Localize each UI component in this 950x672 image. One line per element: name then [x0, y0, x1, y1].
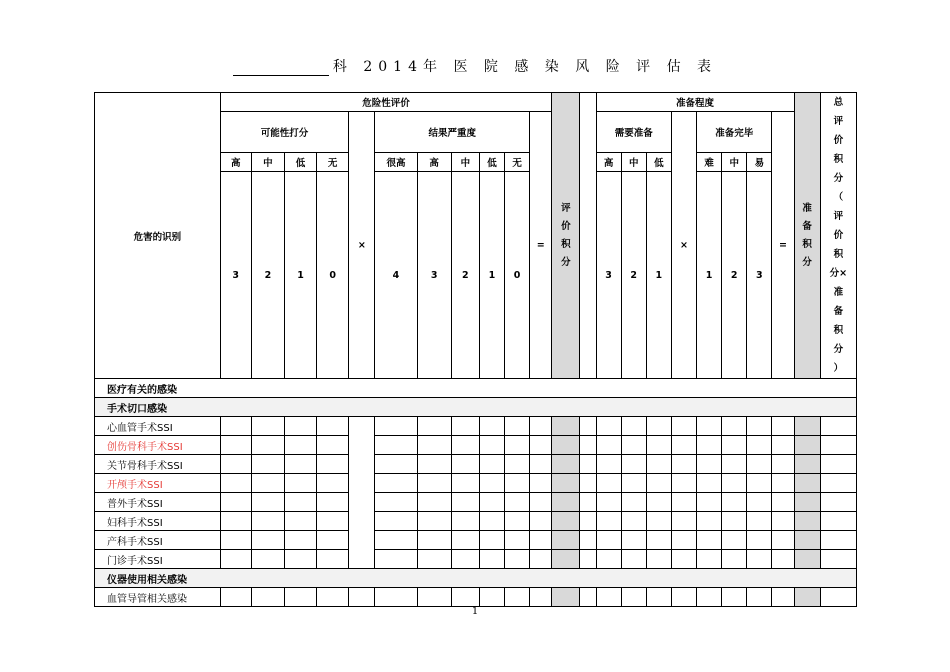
total-cell[interactable] — [820, 493, 856, 512]
eval-score-cell[interactable] — [552, 436, 580, 455]
likelihood-value: 1 — [284, 172, 316, 379]
page-number: 1 — [471, 606, 479, 617]
title-text: 科 2014年 医 院 感 染 风 险 评 估 表 — [332, 59, 718, 75]
cell[interactable] — [284, 550, 316, 569]
cell[interactable] — [697, 436, 722, 455]
row-label: 创伤骨科手术SSI — [95, 436, 221, 455]
need-prep-header: 需要准备 — [596, 112, 671, 153]
cell[interactable] — [621, 455, 646, 474]
cell[interactable] — [284, 455, 316, 474]
eval-score-cell[interactable] — [552, 417, 580, 436]
cell[interactable] — [530, 493, 552, 512]
cell[interactable] — [505, 417, 530, 436]
done-level: 易 — [747, 153, 772, 172]
cell[interactable] — [671, 474, 696, 493]
total-cell[interactable] — [820, 455, 856, 474]
cell[interactable] — [284, 588, 316, 607]
likelihood-level: 无 — [317, 153, 349, 172]
cell[interactable] — [317, 550, 349, 569]
eval-score-cell[interactable] — [552, 512, 580, 531]
cell[interactable] — [621, 493, 646, 512]
cell[interactable] — [505, 588, 530, 607]
cell[interactable] — [505, 455, 530, 474]
row-label: 妇科手术SSI — [95, 512, 221, 531]
done-value: 2 — [722, 172, 747, 379]
need-level: 中 — [621, 153, 646, 172]
cell[interactable] — [505, 512, 530, 531]
cell[interactable] — [284, 474, 316, 493]
cell[interactable] — [697, 512, 722, 531]
cell[interactable] — [375, 531, 417, 550]
cell[interactable] — [251, 417, 284, 436]
cell[interactable] — [772, 417, 794, 436]
cell[interactable] — [505, 474, 530, 493]
prep-score-cell[interactable] — [794, 550, 820, 569]
cell[interactable] — [596, 550, 621, 569]
likelihood-level: 低 — [284, 153, 316, 172]
cell[interactable] — [530, 512, 552, 531]
table-row — [95, 588, 857, 607]
cell[interactable] — [596, 588, 621, 607]
likelihood-value: 3 — [220, 172, 251, 379]
cell[interactable] — [251, 436, 284, 455]
row-label: 血管导管相关感染 — [95, 588, 221, 607]
cell[interactable] — [251, 550, 284, 569]
likelihood-value: 0 — [317, 172, 349, 379]
cell[interactable] — [417, 550, 451, 569]
cell[interactable] — [479, 436, 504, 455]
cell[interactable] — [671, 417, 696, 436]
severity-level: 低 — [479, 153, 504, 172]
cell[interactable] — [747, 474, 772, 493]
cell[interactable] — [772, 588, 794, 607]
cell[interactable] — [375, 455, 417, 474]
severity-value: 0 — [505, 172, 530, 379]
times-spacer — [349, 588, 375, 607]
cell[interactable] — [697, 474, 722, 493]
cell[interactable] — [580, 588, 596, 607]
cell[interactable] — [722, 512, 747, 531]
cell[interactable] — [451, 588, 479, 607]
cell[interactable] — [530, 531, 552, 550]
cell[interactable] — [479, 493, 504, 512]
cell[interactable] — [251, 474, 284, 493]
prep-level-header: 准备程度 — [596, 93, 794, 112]
cell[interactable] — [220, 474, 251, 493]
cell[interactable] — [417, 512, 451, 531]
cell[interactable] — [451, 493, 479, 512]
cell[interactable] — [530, 474, 552, 493]
likelihood-level: 高 — [220, 153, 251, 172]
severity-header: 结果严重度 — [375, 112, 530, 153]
severity-level: 高 — [417, 153, 451, 172]
cell[interactable] — [417, 493, 451, 512]
cell[interactable] — [747, 455, 772, 474]
cell[interactable] — [479, 417, 504, 436]
cell[interactable] — [451, 531, 479, 550]
need-level: 低 — [646, 153, 671, 172]
cell[interactable] — [646, 550, 671, 569]
times-sign-prep: × — [671, 112, 696, 379]
cell[interactable] — [621, 588, 646, 607]
cell[interactable] — [722, 588, 747, 607]
risk-assessment-table — [94, 92, 857, 607]
likelihood-header: 可能性打分 — [220, 112, 349, 153]
cell[interactable] — [220, 588, 251, 607]
cell[interactable] — [580, 550, 596, 569]
cell[interactable] — [317, 455, 349, 474]
cell[interactable] — [646, 588, 671, 607]
page-title — [0, 56, 950, 76]
table-row — [95, 436, 857, 455]
severity-value: 2 — [451, 172, 479, 379]
cell[interactable] — [646, 531, 671, 550]
eval-score-cell[interactable] — [552, 493, 580, 512]
cell[interactable] — [722, 531, 747, 550]
cell[interactable] — [621, 417, 646, 436]
cell[interactable] — [697, 550, 722, 569]
cell[interactable] — [671, 512, 696, 531]
cell[interactable] — [251, 455, 284, 474]
cell[interactable] — [220, 531, 251, 550]
cell[interactable] — [251, 588, 284, 607]
times-sign: × — [349, 112, 375, 379]
cell[interactable] — [284, 531, 316, 550]
cell[interactable] — [671, 455, 696, 474]
row-label: 开颅手术SSI — [95, 474, 221, 493]
eval-score-cell[interactable] — [552, 455, 580, 474]
cell[interactable] — [697, 455, 722, 474]
cell[interactable] — [220, 493, 251, 512]
cell[interactable] — [671, 493, 696, 512]
cell[interactable] — [284, 493, 316, 512]
cell[interactable] — [722, 436, 747, 455]
total-score-header: 总 评 价 积 分 （ 评 价 积 分× 准 备 积 分 ） — [820, 93, 856, 379]
table-row — [95, 531, 857, 550]
cell[interactable] — [671, 550, 696, 569]
cell[interactable] — [722, 550, 747, 569]
cell[interactable] — [722, 455, 747, 474]
hazard-id-header: 危害的识别 — [95, 93, 221, 379]
severity-value: 1 — [479, 172, 504, 379]
cell[interactable] — [375, 512, 417, 531]
cell[interactable] — [417, 474, 451, 493]
cell[interactable] — [220, 455, 251, 474]
table-row — [95, 455, 857, 474]
cell[interactable] — [772, 531, 794, 550]
cell[interactable] — [580, 474, 596, 493]
cell[interactable] — [451, 474, 479, 493]
need-value: 1 — [646, 172, 671, 379]
cell[interactable] — [646, 493, 671, 512]
cell[interactable] — [621, 474, 646, 493]
cell[interactable] — [596, 474, 621, 493]
cell[interactable] — [621, 531, 646, 550]
cell[interactable] — [596, 512, 621, 531]
cell[interactable] — [451, 455, 479, 474]
total-cell[interactable] — [820, 474, 856, 493]
cell[interactable] — [697, 493, 722, 512]
spacer-col — [580, 93, 596, 379]
total-cell[interactable] — [820, 550, 856, 569]
prep-score-cell[interactable] — [794, 436, 820, 455]
cell[interactable] — [375, 474, 417, 493]
cell[interactable] — [747, 512, 772, 531]
cell[interactable] — [505, 531, 530, 550]
cell[interactable] — [317, 531, 349, 550]
done-level: 难 — [697, 153, 722, 172]
prep-score-cell[interactable] — [794, 512, 820, 531]
cell[interactable] — [697, 417, 722, 436]
cell[interactable] — [220, 436, 251, 455]
cell[interactable] — [375, 588, 417, 607]
cell[interactable] — [317, 512, 349, 531]
cell[interactable] — [596, 417, 621, 436]
need-value: 2 — [621, 172, 646, 379]
severity-level: 中 — [451, 153, 479, 172]
cell[interactable] — [772, 436, 794, 455]
cell[interactable] — [596, 531, 621, 550]
equals-sign: = — [530, 112, 552, 379]
cell[interactable] — [417, 531, 451, 550]
cell[interactable] — [580, 512, 596, 531]
cell[interactable] — [251, 512, 284, 531]
cell[interactable] — [671, 531, 696, 550]
cell[interactable] — [417, 436, 451, 455]
times-spacer — [349, 417, 375, 569]
severity-value: 4 — [375, 172, 417, 379]
cell[interactable] — [220, 512, 251, 531]
row-label: 门诊手术SSI — [95, 550, 221, 569]
total-cell[interactable] — [820, 417, 856, 436]
cell[interactable] — [479, 512, 504, 531]
need-level: 高 — [596, 153, 621, 172]
cell[interactable] — [530, 588, 552, 607]
cell[interactable] — [772, 550, 794, 569]
cell[interactable] — [505, 550, 530, 569]
cell[interactable] — [747, 588, 772, 607]
cell[interactable] — [317, 474, 349, 493]
total-cell[interactable] — [820, 588, 856, 607]
cell[interactable] — [747, 531, 772, 550]
total-cell[interactable] — [820, 531, 856, 550]
eval-score-cell[interactable] — [552, 550, 580, 569]
likelihood-level: 中 — [251, 153, 284, 172]
prep-score-cell[interactable] — [794, 588, 820, 607]
cell[interactable] — [375, 436, 417, 455]
eval-score-cell[interactable] — [552, 474, 580, 493]
cell[interactable] — [580, 531, 596, 550]
cell[interactable] — [479, 474, 504, 493]
cell[interactable] — [772, 474, 794, 493]
cell[interactable] — [580, 436, 596, 455]
prep-score-cell[interactable] — [794, 531, 820, 550]
row-label: 心血管手术SSI — [95, 417, 221, 436]
cell[interactable] — [251, 531, 284, 550]
prep-score-cell[interactable] — [794, 417, 820, 436]
cell[interactable] — [646, 474, 671, 493]
total-cell[interactable] — [820, 436, 856, 455]
cell[interactable] — [646, 436, 671, 455]
cell[interactable] — [417, 417, 451, 436]
cell[interactable] — [284, 417, 316, 436]
cell[interactable] — [284, 512, 316, 531]
cell[interactable] — [747, 550, 772, 569]
cell[interactable] — [530, 417, 552, 436]
cell[interactable] — [722, 493, 747, 512]
cell[interactable] — [747, 436, 772, 455]
cell[interactable] — [621, 550, 646, 569]
section-device: 仪器使用相关感染 — [95, 569, 857, 588]
cell[interactable] — [697, 531, 722, 550]
cell[interactable] — [621, 512, 646, 531]
table-row — [95, 512, 857, 531]
prep-score-cell[interactable] — [794, 493, 820, 512]
cell[interactable] — [451, 436, 479, 455]
eval-score-header: 评 价 积 分 — [552, 93, 580, 379]
department-blank — [233, 61, 329, 76]
cell[interactable] — [417, 455, 451, 474]
done-level: 中 — [722, 153, 747, 172]
cell[interactable] — [479, 588, 504, 607]
severity-value: 3 — [417, 172, 451, 379]
severity-level: 很高 — [375, 153, 417, 172]
risk-eval-header: 危险性评价 — [220, 93, 552, 112]
likelihood-value: 2 — [251, 172, 284, 379]
eval-score-cell[interactable] — [552, 588, 580, 607]
table-row — [95, 417, 857, 436]
cell[interactable] — [646, 417, 671, 436]
cell[interactable] — [505, 493, 530, 512]
cell[interactable] — [317, 588, 349, 607]
total-cell[interactable] — [820, 512, 856, 531]
severity-level: 无 — [505, 153, 530, 172]
cell[interactable] — [580, 455, 596, 474]
row-label: 产科手术SSI — [95, 531, 221, 550]
cell[interactable] — [646, 455, 671, 474]
cell[interactable] — [220, 550, 251, 569]
prep-score-cell[interactable] — [794, 455, 820, 474]
cell[interactable] — [671, 588, 696, 607]
need-value: 3 — [596, 172, 621, 379]
cell[interactable] — [747, 493, 772, 512]
cell[interactable] — [530, 436, 552, 455]
cell[interactable] — [451, 417, 479, 436]
cell[interactable] — [722, 474, 747, 493]
cell[interactable] — [596, 436, 621, 455]
cell[interactable] — [722, 417, 747, 436]
cell[interactable] — [479, 531, 504, 550]
cell[interactable] — [621, 436, 646, 455]
cell[interactable] — [747, 417, 772, 436]
cell[interactable] — [772, 512, 794, 531]
cell[interactable] — [697, 588, 722, 607]
prep-score-header: 准 备 积 分 — [794, 93, 820, 379]
cell[interactable] — [646, 512, 671, 531]
cell[interactable] — [220, 417, 251, 436]
section-medical: 医疗有关的感染 — [95, 379, 857, 398]
cell[interactable] — [580, 417, 596, 436]
cell[interactable] — [580, 493, 596, 512]
done-value: 1 — [697, 172, 722, 379]
equals-sign-prep: = — [772, 112, 794, 379]
cell[interactable] — [251, 493, 284, 512]
cell[interactable] — [596, 455, 621, 474]
row-label: 普外手术SSI — [95, 493, 221, 512]
prep-score-cell[interactable] — [794, 474, 820, 493]
row-label: 关节骨科手术SSI — [95, 455, 221, 474]
cell[interactable] — [772, 493, 794, 512]
table-row — [95, 550, 857, 569]
cell[interactable] — [530, 455, 552, 474]
cell[interactable] — [772, 455, 794, 474]
prep-done-header: 准备完毕 — [697, 112, 772, 153]
table-row — [95, 493, 857, 512]
cell[interactable] — [671, 436, 696, 455]
table-row — [95, 474, 857, 493]
cell[interactable] — [596, 493, 621, 512]
cell[interactable] — [375, 493, 417, 512]
cell[interactable] — [479, 455, 504, 474]
cell[interactable] — [417, 588, 451, 607]
cell[interactable] — [284, 436, 316, 455]
cell[interactable] — [317, 493, 349, 512]
cell[interactable] — [505, 436, 530, 455]
cell[interactable] — [317, 417, 349, 436]
cell[interactable] — [451, 512, 479, 531]
cell[interactable] — [317, 436, 349, 455]
section-surgical: 手术切口感染 — [95, 398, 857, 417]
cell[interactable] — [451, 550, 479, 569]
cell[interactable] — [375, 417, 417, 436]
cell[interactable] — [530, 550, 552, 569]
eval-score-cell[interactable] — [552, 531, 580, 550]
cell[interactable] — [375, 550, 417, 569]
cell[interactable] — [479, 550, 504, 569]
done-value: 3 — [747, 172, 772, 379]
